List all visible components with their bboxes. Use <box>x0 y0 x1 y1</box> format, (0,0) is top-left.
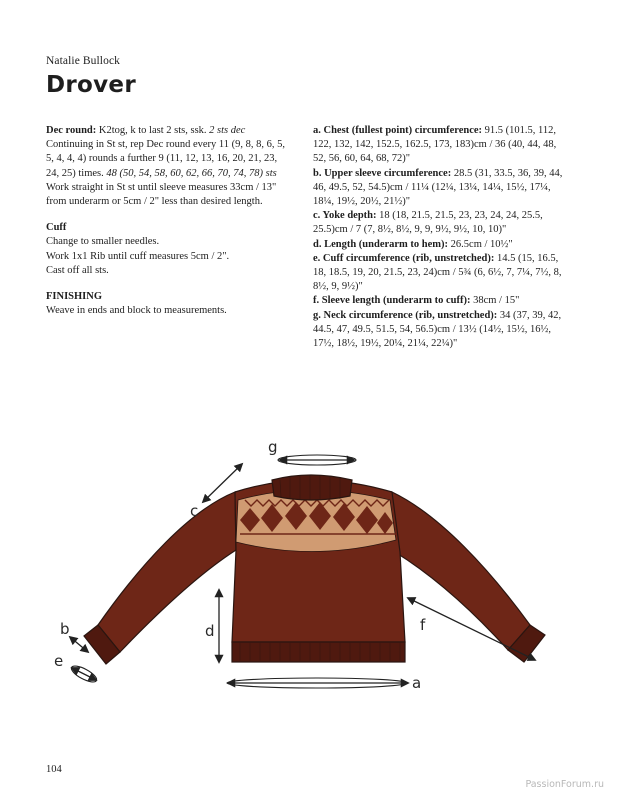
sweater-schematic <box>40 430 580 710</box>
measurement-value: 38cm / 15" <box>473 295 520 307</box>
measurement-label: f. Sleeve length (underarm to cuff): <box>313 295 471 307</box>
measurement-label: g. Neck circumference (rib, unstretched): <box>313 309 498 321</box>
measurement-label: b. Upper sleeve circumference: <box>313 167 452 179</box>
instructions-column <box>46 124 286 318</box>
measurement-item <box>313 238 568 252</box>
dec-round-text: K2tog, k to last 2 sts, ssk. <box>98 125 207 136</box>
cuff-heading: Cuff <box>46 222 67 234</box>
schematic-figure <box>40 430 580 710</box>
measurement-item <box>313 309 568 352</box>
measurement-value: 18 (18, 21.5, 21.5, 23, 23, 24, 24, 25.5, 25.5)cm / 7 (7, 8½, 8½, 9, 9, 9½, 9½, 10, 10)" <box>313 210 543 236</box>
label-g: g <box>268 438 278 456</box>
measurement-value: 14.5 (15, 16.5, 18, 18.5, 19, 20, 21.5, 23, 24)cm / 5¾ (6, 6½, 7, 7¼, 7½, 8, 8½, 9, 9½)" <box>313 252 562 293</box>
finishing-text: Weave in ends and block to measurements. <box>46 305 227 317</box>
label-b: b <box>60 620 70 638</box>
dec-round-count: 2 sts dec <box>209 125 246 136</box>
watermark: PassionForum.ru <box>525 779 604 790</box>
measurement-value: 28.5 (31, 33.5, 36, 39, 44, 46, 49.5, 52, 54.5)cm / 11¼ (12¼, 13¼, 14¼, 15½, 17¼, 18¼, 19½, 20½, 21½)" <box>313 167 563 208</box>
measurement-value: 34 (37, 39, 42, 44.5, 47, 49.5, 51.5, 54, 56.5)cm / 13½ (14½, 15½, 16½, 17½, 18½, 19½, 20¼, 21¼, 22¼)" <box>313 309 562 350</box>
work-straight-paragraph: Work straight in St st until sleeve measures 33cm / 13" from underarm or 5cm / 2" less than desired length. <box>46 181 277 208</box>
label-d: d <box>205 622 215 640</box>
label-c: c <box>190 502 199 520</box>
label-f: f <box>420 616 426 634</box>
left-sleeve <box>98 492 236 652</box>
right-sleeve <box>392 492 530 650</box>
finishing-heading: FINISHING <box>46 291 103 303</box>
page-number: 104 <box>46 764 62 775</box>
measurement-item <box>313 252 568 295</box>
dec-round-label: Dec round: <box>46 125 97 136</box>
cuff-line: Change to smaller needles. <box>46 236 160 248</box>
cuff-line: Work 1x1 Rib until cuff measures 5cm / 2". <box>46 250 230 262</box>
dec-round-paragraph <box>46 124 286 138</box>
label-e: e <box>54 652 64 670</box>
measurement-label: a. Chest (fullest point) circumference: <box>313 125 483 136</box>
label-a: a <box>412 674 422 692</box>
author-name: Natalie Bullock <box>46 55 120 67</box>
measurement-label: e. Cuff circumference (rib, unstretched): <box>313 252 495 264</box>
measurement-label: c. Yoke depth: <box>313 210 377 222</box>
arrow-b <box>70 637 88 652</box>
pattern-title: Drover <box>46 72 136 98</box>
measurement-value: 26.5cm / 10½" <box>450 238 513 250</box>
measurement-item <box>313 167 568 210</box>
measurement-label: d. Length (underarm to hem): <box>313 238 449 250</box>
hem-ribbing <box>232 642 405 662</box>
cuff-line: Cast off all sts. <box>46 264 109 276</box>
measurement-item <box>313 124 568 167</box>
measurement-item <box>313 294 568 308</box>
measurement-item <box>313 209 568 237</box>
continuing-text: Continuing in St st, rep Dec round every 11 (9, 8, 8, 6, 5, 5, 4, 4, 4) rounds a further 9 (11, 12, 13, 16, 20, 21, 23, 24, 25) times. <box>46 139 286 179</box>
continuing-paragraph <box>46 138 286 181</box>
continuing-count: 48 (50, 54, 58, 60, 62, 66, 70, 74, 78) sts <box>106 167 277 179</box>
measurements-column <box>313 124 568 351</box>
measurement-value: 91.5 (101.5, 112, 122, 132, 142, 152.5, 162.5, 173, 183)cm / 36 (40, 44, 48, 52, 56, 60, 64, 68, 72)" <box>313 125 557 165</box>
